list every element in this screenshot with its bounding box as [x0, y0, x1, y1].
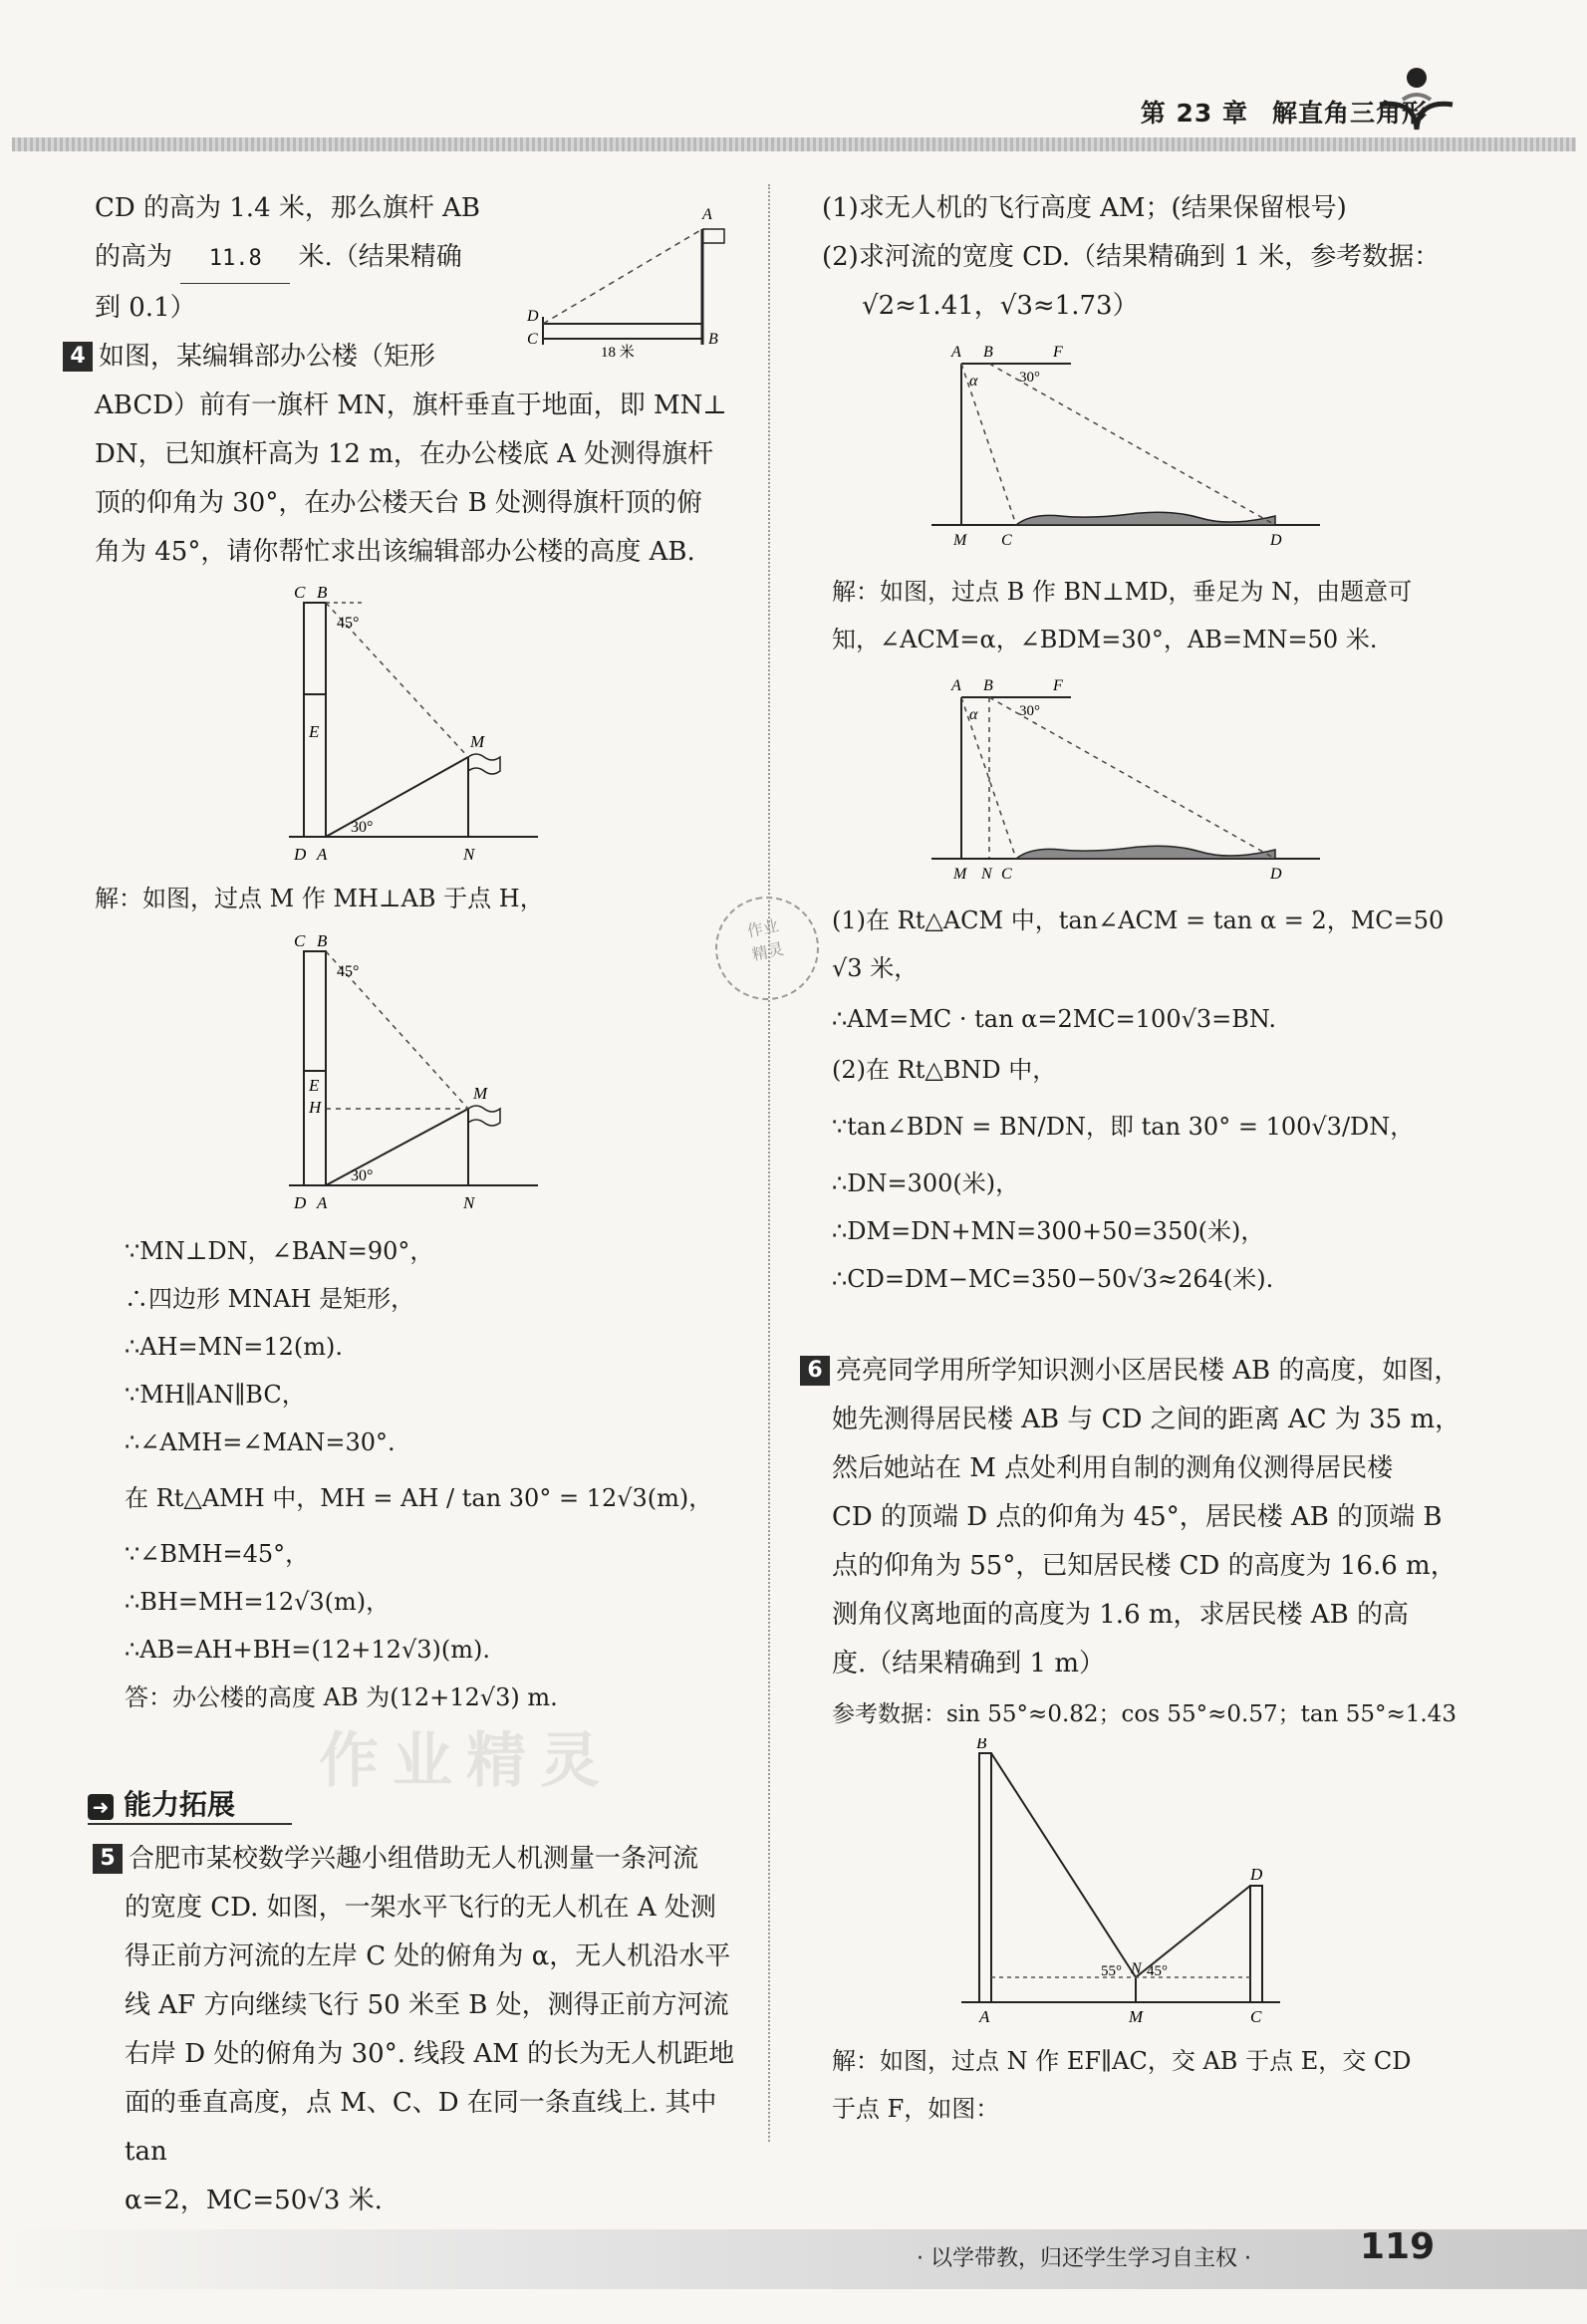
q5-figure-2 — [931, 672, 1330, 887]
footer-band — [0, 2229, 1587, 2289]
q5-sol-intro-line: 知，∠ACM=α，∠BDM=30°，AB=MN=50 米. — [832, 626, 1378, 653]
q5-line: 右岸 D 处的俯角为 30°. 线段 AM 的长为无人机距地 — [125, 2039, 735, 2069]
q5-sol-line: ∴DM=DN+MN=300+50=350(米)， — [832, 1217, 1265, 1245]
q4f2-N: N — [463, 1193, 475, 1212]
flag-label-D: D — [527, 308, 539, 325]
q4-number-badge: 4 — [63, 342, 93, 372]
q5-number-badge: 5 — [93, 1844, 123, 1874]
q5-sol-line: √3 米， — [832, 954, 919, 982]
q6f-B: B — [976, 1738, 987, 1752]
q6-number-badge: 6 — [800, 1356, 830, 1386]
footer-slogan: · 以学带教，归还学生学习自主权 · — [917, 2246, 1251, 2271]
q6f-N: N — [1131, 1960, 1142, 1977]
q5f2-F: F — [1053, 677, 1063, 694]
q5f1-D: D — [1270, 532, 1282, 549]
q4-sol-line: ∴AH=MN=12(m). — [125, 1333, 343, 1361]
homework-stamp — [705, 887, 828, 1009]
q5f2-C: C — [1001, 866, 1012, 883]
section-title: 能力拓展 — [124, 1788, 236, 1821]
q5-part-2: (2)求河流的宽度 CD.（结果精确到 1 米，参考数据： — [822, 242, 1441, 272]
q5-line: α=2，MC=50√3 米. — [125, 2186, 383, 2215]
q5-line: 线 AF 方向继续飞行 50 米至 B 处，测得正前方河流 — [125, 1990, 729, 2020]
stamp-line-2: 精灵 — [750, 938, 786, 965]
section-underline — [88, 1823, 292, 1825]
arrow-icon: ➜ — [88, 1794, 114, 1820]
q5-sol-line: (2)在 Rt△BND 中， — [832, 1056, 1057, 1084]
q4-sol-line: ∵∠BMH=45°， — [125, 1540, 310, 1568]
q5-line: 的宽度 CD. 如图，一架水平飞行的无人机在 A 处测 — [125, 1893, 716, 1923]
q5f1-F: F — [1053, 344, 1063, 361]
q5f1-angle30: 30° — [1019, 370, 1040, 386]
q4f1-D: D — [294, 845, 307, 864]
q4f1-B: B — [317, 583, 328, 602]
q6f-M: M — [1129, 2007, 1144, 2026]
q4f2-B: B — [317, 931, 328, 950]
q6-line — [807, 1347, 1469, 1396]
q4f1-M: M — [470, 732, 485, 751]
q5-sol-line: ∴AM=MC · tan α=2MC=100√3=BN. — [832, 1005, 1276, 1033]
q6f-D: D — [1250, 1865, 1263, 1884]
q4-figure-2 — [289, 931, 538, 1220]
q3-text-b: 米.（结果精确 — [298, 242, 462, 272]
section-heading — [88, 1783, 235, 1823]
q4-sol-line: ∴BH=MH=12√3(m)， — [125, 1588, 391, 1616]
q4-sol-line: 答：办公楼的高度 AB 为(12+12√3) m. — [125, 1683, 558, 1711]
flag-label-A: A — [702, 206, 712, 223]
q5f1-B: B — [983, 344, 993, 361]
q5-sol-line: ∵tan∠BDN = BN/DN，即 tan 30° = 100√3/DN， — [832, 1113, 1415, 1141]
q5-figure-1 — [931, 339, 1330, 553]
q4-line-4: 顶的仰角为 30°，在办公楼天台 B 处测得旗杆顶的俯 — [95, 488, 702, 518]
q4-text-0: 如图，某编辑部办公楼（矩形 — [99, 342, 436, 372]
q4f1-A: A — [317, 845, 328, 864]
flag-distance-label: 18 米 — [601, 345, 635, 361]
q5f2-A: A — [951, 677, 961, 694]
q5f2-B: B — [983, 677, 993, 694]
q5f2-alpha: α — [969, 706, 978, 723]
q4f1-angle30: 30° — [351, 819, 374, 836]
q4f2-H: H — [309, 1098, 322, 1117]
q5f1-alpha: α — [969, 373, 978, 389]
q4f1-C: C — [294, 583, 306, 602]
flag-label-B: B — [708, 331, 718, 348]
q5-line: 面的垂直高度，点 M、C、D 在同一条直线上. 其中 tan — [125, 2088, 717, 2167]
chapter-title: 解直角三角形 — [1271, 99, 1428, 128]
q4-sol-line: ∴四边形 MNAH 是矩形， — [125, 1285, 415, 1313]
q3-answer: 11.8 — [180, 234, 290, 284]
q4-line-2: ABCD）前有一旗杆 MN，旗杆垂直于地面，即 MN⊥ — [95, 390, 727, 420]
q4-solution — [125, 1227, 762, 1721]
column-divider — [768, 184, 770, 2142]
flagpole-figure — [523, 199, 742, 369]
watermark-text: 作业精灵 — [319, 1726, 614, 1796]
q3-line-3: 到 0.1） — [95, 293, 196, 323]
q4f2-E: E — [309, 1076, 320, 1095]
q4f2-M: M — [473, 1084, 488, 1103]
q6f-A: A — [979, 2007, 990, 2026]
q4-line-3: DN，已知旗杆高为 12 m，在办公楼底 A 处测得旗杆 — [95, 439, 714, 469]
stamp-line-1: 作业 — [745, 915, 781, 941]
q6-sol-line: 于点 F，如图： — [832, 2095, 1000, 2123]
book-logo-icon — [1375, 60, 1455, 139]
q4f1-E: E — [309, 722, 320, 741]
q5f2-M: M — [953, 866, 967, 883]
q4f2-angle30: 30° — [351, 1167, 374, 1184]
q5-text-0: 合肥市某校数学兴趣小组借助无人机测量一条河流 — [129, 1844, 699, 1874]
q5-sol-line: (1)在 Rt△ACM 中，tan∠ACM = tan α = 2，MC=50 — [832, 906, 1445, 934]
q6f-angle45: 45° — [1147, 1963, 1168, 1979]
q4f1-angle45: 45° — [337, 615, 360, 632]
q4f2-D: D — [294, 1193, 307, 1212]
q4-sol-line: ∵MN⊥DN，∠BAN=90°， — [125, 1237, 434, 1265]
header-rule — [12, 137, 1576, 151]
q6-text-0: 亮亮同学用所学知识测小区居民楼 AB 的高度，如图， — [836, 1356, 1460, 1386]
q6-statement — [807, 1347, 1469, 1740]
q5f1-M: M — [953, 532, 967, 549]
q4-line-5: 角为 45°，请你帮忙求出该编辑部办公楼的高度 AB. — [95, 537, 695, 567]
q5-line — [100, 1835, 762, 1884]
q6-line: 她先测得居民楼 AB 与 CD 之间的距离 AC 为 35 m， — [832, 1405, 1461, 1434]
q5-solution — [832, 897, 1469, 1303]
q5f2-angle30: 30° — [1019, 703, 1040, 719]
q5-sol-line: ∴CD=DM−MC=350−50√3≈264(米). — [832, 1265, 1274, 1293]
page-number: 119 — [1360, 2226, 1436, 2267]
q6f-angle55: 55° — [1101, 1963, 1122, 1979]
q5f1-C: C — [1001, 532, 1012, 549]
q5f2-D: D — [1270, 866, 1282, 883]
q5-part-1: (1)求无人机的飞行高度 AM；(结果保留根号) — [822, 193, 1347, 223]
q4-sol-line: ∴AB=AH+BH=(12+12√3)(m). — [125, 1636, 490, 1664]
q5-solution-intro — [832, 568, 1469, 663]
q4f1-N: N — [463, 845, 475, 864]
q4-sol-line: ∵MH∥AN∥BC， — [125, 1381, 306, 1409]
q6-solution — [832, 2037, 1469, 2133]
q6-line: CD 的顶端 D 点的仰角为 45°，居民楼 AB 的顶端 B — [832, 1502, 1443, 1532]
right-column — [822, 184, 1459, 331]
q4f2-C: C — [294, 931, 306, 950]
q3-text-a: 的高为 — [95, 242, 173, 272]
q4-sol-line: ∴∠AMH=∠MAN=30°. — [125, 1428, 396, 1456]
q5f1-A: A — [951, 344, 961, 361]
q5-part-2-ref: √2≈1.41，√3≈1.73） — [862, 291, 1139, 321]
q6-reference-data: 参考数据：sin 55°≈0.82；cos 55°≈0.57；tan 55°≈1.43 — [832, 1701, 1456, 1727]
q4-sol-intro-text: 解：如图，过点 M 作 MH⊥AB 于点 H， — [95, 885, 544, 912]
q5-sol-line: ∴DN=300(米)， — [832, 1169, 1020, 1197]
q3-line-1: CD 的高为 1.4 米，那么旗杆 AB — [95, 193, 481, 223]
q6-line: 测角仪离地面的高度为 1.6 m，求居民楼 AB 的高 — [832, 1600, 1409, 1630]
q4-figure-1 — [289, 583, 538, 872]
q6-sol-line: 解：如图，过点 N 作 EF∥AC，交 AB 于点 E，交 CD — [832, 2047, 1412, 2075]
q6f-C: C — [1250, 2007, 1262, 2026]
q6-figure — [961, 1738, 1290, 2037]
q6-line: 点的仰角为 55°，已知居民楼 CD 的高度为 16.6 m， — [832, 1551, 1456, 1581]
q5f2-N: N — [981, 866, 992, 883]
flag-label-C: C — [527, 331, 538, 348]
q6-line: 然后她站在 M 点处利用自制的测角仪测得居民楼 — [832, 1453, 1394, 1483]
q4f2-A: A — [317, 1193, 328, 1212]
q5-line: 得正前方河流的左岸 C 处的俯角为 α，无人机沿水平 — [125, 1941, 731, 1971]
q4f2-angle45: 45° — [337, 963, 360, 980]
q4-solution-intro — [95, 875, 544, 922]
q4-sol-line: 在 Rt△AMH 中，MH = AH / tan 30° = 12√3(m)， — [125, 1484, 713, 1512]
q5-sol-intro-line: 解：如图，过点 B 作 BN⊥MD，垂足为 N，由题意可 — [832, 578, 1413, 606]
chapter-label: 第 23 章 — [1140, 99, 1248, 128]
q6-line: 度.（结果精确到 1 m） — [832, 1649, 1105, 1678]
q5-statement — [100, 1835, 762, 2225]
